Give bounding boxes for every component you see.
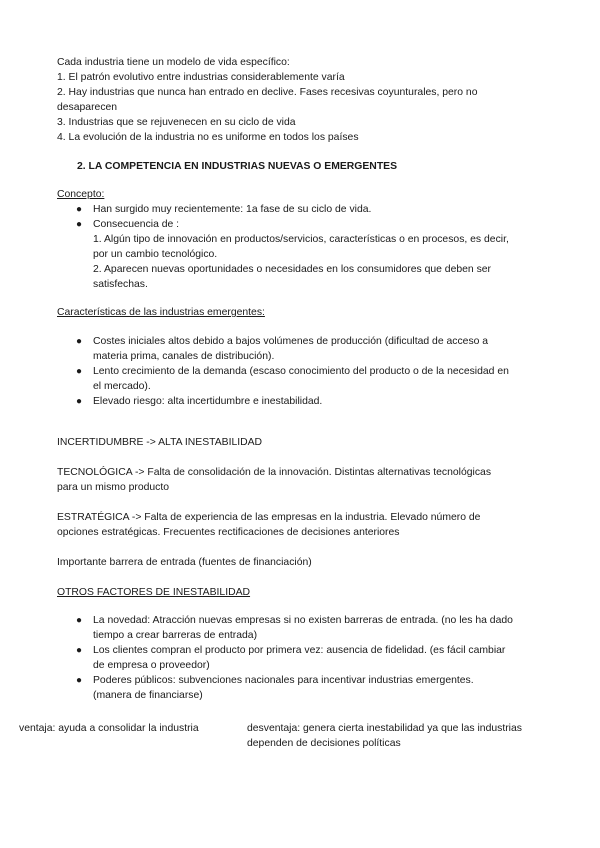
estrategica-line: ESTRATÉGICA -> Falta de experiencia de las empresas en la industria. Elevado número de	[57, 512, 481, 523]
desventaja-text: dependen de decisiones políticas	[247, 738, 401, 749]
concepto-sub: 2. Aparecen nuevas oportunidades o necesidades en los consumidores que deben ser	[93, 264, 492, 275]
bullet-icon: ●	[76, 204, 83, 215]
tecnologica-line: para un mismo producto	[57, 482, 170, 493]
concepto-bullet: Han surgido muy recientemente: 1a fase de su ciclo de vida.	[93, 204, 372, 215]
caracteristicas-item: materia prima, canales de distribución).	[93, 351, 275, 362]
otros-item: tiempo a crear barreras de entrada)	[93, 630, 258, 641]
concepto-sub: por un cambio tecnológico.	[93, 249, 218, 260]
bullet-icon: ●	[76, 615, 83, 626]
bullet-icon: ●	[76, 675, 83, 686]
bullet-icon: ●	[76, 336, 83, 347]
otros-item: de empresa o proveedor)	[93, 660, 210, 671]
bullet-icon: ●	[76, 396, 83, 407]
barrera-line: Importante barrera de entrada (fuentes de financiación)	[57, 557, 312, 568]
intro-lead: Cada industria tiene un modelo de vida específico:	[57, 57, 290, 68]
concepto-bullet: Consecuencia de :	[93, 219, 180, 230]
ventaja-text: ventaja: ayuda a consolidar la industria	[19, 723, 199, 734]
caracteristicas-item: Elevado riesgo: alta incertidumbre e inestabilidad.	[93, 396, 323, 407]
otros-item: La novedad: Atracción nuevas empresas si no existen barreras de entrada. (no les ha dado	[93, 615, 513, 626]
otros-item: (manera de financiarse)	[93, 690, 203, 701]
otros-item: Poderes públicos: subvenciones nacionales para incentivar industrias emergentes.	[93, 675, 474, 686]
concepto-label: Concepto:	[57, 189, 105, 200]
desventaja-text: desventaja: genera cierta inestabilidad ya que las industrias	[247, 723, 522, 734]
bullet-icon: ●	[76, 219, 83, 230]
caracteristicas-label: Características de las industrias emergentes:	[57, 307, 265, 318]
tecnologica-line: TECNOLÓGICA -> Falta de consolidación de la innovación. Distintas alternativas tecnológicas	[57, 467, 492, 478]
intro-item: 2. Hay industrias que nunca han entrado en declive. Fases recesivas coyunturales, pero no	[57, 87, 478, 98]
caracteristicas-item: el mercado).	[93, 381, 151, 392]
intro-item: 4. La evolución de la industria no es uniforme en todos los países	[57, 132, 359, 143]
incertidumbre-line: INCERTIDUMBRE -> ALTA INESTABILIDAD	[57, 437, 263, 448]
caracteristicas-item: Costes iniciales altos debido a bajos volúmenes de producción (dificultad de acceso a	[93, 336, 489, 347]
concepto-sub: satisfechas.	[93, 279, 148, 290]
bullet-icon: ●	[76, 645, 83, 656]
bullet-icon: ●	[76, 366, 83, 377]
otros-label: OTROS FACTORES DE INESTABILIDAD	[57, 587, 251, 598]
section-heading: 2. LA COMPETENCIA EN INDUSTRIAS NUEVAS O EMERGENTES	[77, 161, 398, 172]
caracteristicas-item: Lento crecimiento de la demanda (escaso conocimiento del producto o de la necesidad en	[93, 366, 509, 377]
otros-item: Los clientes compran el producto por primera vez: ausencia de fidelidad. (es fácil cambiar	[93, 645, 506, 656]
estrategica-line: opciones estratégicas. Frecuentes rectificaciones de decisiones anteriores	[57, 527, 400, 538]
concepto-sub: 1. Algún tipo de innovación en productos/servicios, características o en procesos, es decir,	[93, 234, 509, 245]
intro-item: desaparecen	[57, 102, 118, 113]
intro-item: 1. El patrón evolutivo entre industrias considerablemente varía	[57, 72, 345, 83]
intro-item: 3. Industrias que se rejuvenecen en su ciclo de vida	[57, 117, 296, 128]
